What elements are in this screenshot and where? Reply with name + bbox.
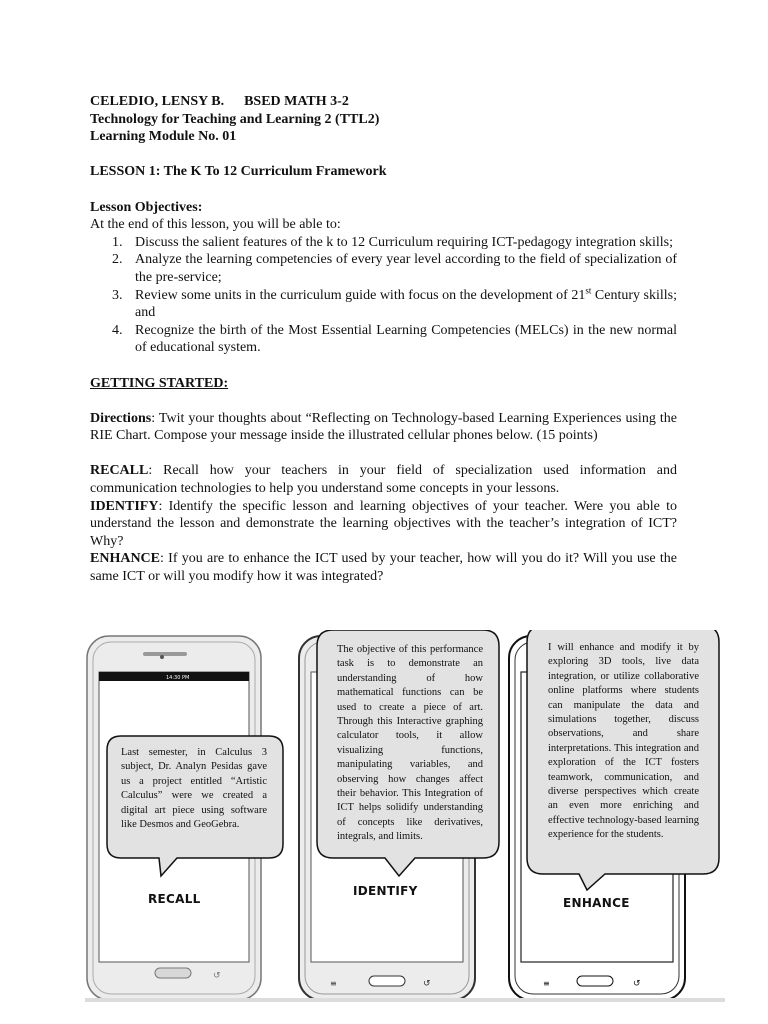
header (90, 93, 677, 146)
svg-text:↺: ↺ (633, 979, 641, 989)
objectives-heading: Lesson Objectives: (90, 199, 203, 215)
directions: Directions: Twit your thoughts about “Reflecting on Technology-based Learning Experiences using the RIE Chart. Compose your message inside the illustrated cellular phones below. (15 points) (90, 410, 677, 444)
program: BSED MATH 3-2 (244, 94, 349, 109)
phone-illustrations (85, 630, 725, 1024)
svg-text:≡: ≡ (330, 979, 337, 988)
document-body (90, 93, 677, 586)
enhance-bubble-text: I will enhance and modify it by exploring 3D tools, live data integration, or utilize collaborative online platforms where students can manipulate the data and simulations together, discuss observations, and share interpretations. This integration and exploration of the ICT fosters teamwork, communication, and diverse perspectives which create an even more enriching and effective technology-based learning experience for the students. (548, 642, 699, 841)
recall-instruction: RECALL: Recall how your teachers in your field of specialization used information and communication technologies to help you understand some concepts in your lessons. (90, 463, 677, 497)
objective-item: 2. Analyze the learning competencies of every year level according to the field of specialization of the pre-service; (112, 252, 677, 285)
course-title: Technology for Teaching and Learning 2 (TTL2) (90, 111, 380, 127)
recall-label: RECALL (148, 892, 201, 906)
module-title: Learning Module No. 01 (90, 129, 237, 145)
enhance-instruction: ENHANCE: If you are to enhance the ICT used by your teacher, how will you do it? Will you use the same ICT or will you modify how it was integrated? (90, 551, 677, 585)
getting-started-heading: GETTING STARTED: (90, 375, 229, 391)
svg-text:≡: ≡ (543, 979, 550, 988)
recall-bubble-text: Last semester, in Calculus 3 subject, Dr. Analyn Pesidas gave us a project entitled “Artistic Calculus” were we created a digital art piece using software like Desmos and GeoGebra. (121, 747, 267, 831)
svg-text:↺: ↺ (213, 971, 221, 981)
lesson-title: LESSON 1: The K To 12 Curriculum Framework (90, 164, 387, 180)
svg-text:↺: ↺ (423, 979, 431, 989)
objectives-list (90, 234, 677, 357)
identify-label: IDENTIFY (353, 884, 418, 898)
objective-item: 3. Review some units in the curriculum guide with focus on the development of 21st Century skills; and (112, 284, 677, 321)
enhance-label: ENHANCE (563, 896, 630, 910)
identify-instruction: IDENTIFY: Identify the specific lesson and learning objectives of your teacher. Were you able to understand the lesson and demonstrate the learning objectives with the teacher’s integration of ICT? Why? (90, 498, 677, 549)
objectives-intro: At the end of this lesson, you will be able to: (90, 217, 341, 233)
identify-bubble-text: The objective of this performance task is to demonstrate an understanding of how mathematical functions can be used to create a piece of art. Through this Interactive graphing calculator tools, it allow visualizing functions, manipulating variables, and observing how changes affect their behavior. This Integration of ICT helps solidify understanding of concepts like derivatives, integrals, and limits. (337, 644, 483, 843)
objective-item: 1. Discuss the salient features of the k to 12 Curriculum requiring ICT-pedagogy integration skills; (112, 234, 673, 250)
status-time: 14:30 PM (166, 675, 190, 681)
student-name: CELEDIO, LENSY B. (90, 94, 225, 109)
objective-item: 4. Recognize the birth of the Most Essential Learning Competencies (MELCs) in the new normal of educational system. (112, 322, 677, 356)
